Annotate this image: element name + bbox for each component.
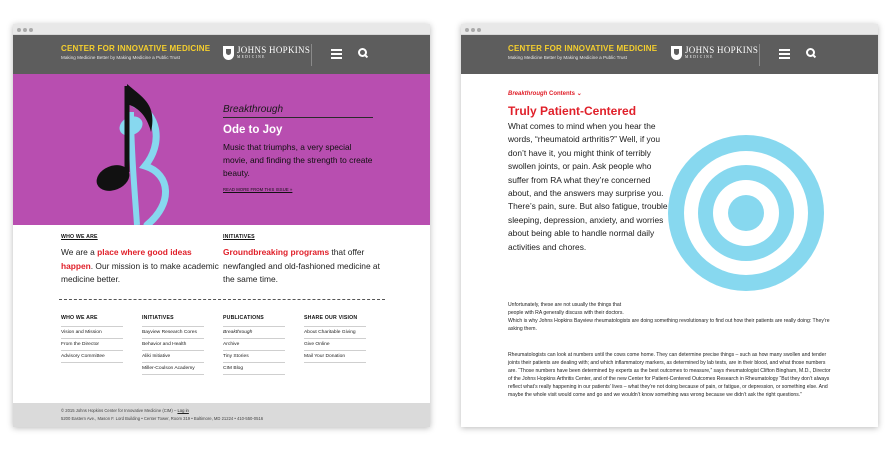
window-dot-icon[interactable] [471, 28, 475, 32]
paragraph-line: Unfortunately, these are not usually the things that [508, 302, 622, 308]
footer-link[interactable]: Tiny Stories [223, 351, 285, 363]
browser-chrome [461, 24, 878, 35]
who-we-are-block [61, 234, 221, 287]
breadcrumb-section[interactable]: Breakthrough [508, 91, 548, 97]
breadcrumb [508, 90, 582, 97]
footer-col-initiatives [142, 315, 204, 375]
johns-hopkins-shield-icon [223, 46, 234, 60]
window-dot-icon[interactable] [477, 28, 481, 32]
footer-heading[interactable]: PUBLICATIONS [223, 315, 285, 327]
footer-link[interactable]: From the Director [61, 339, 123, 351]
footer-heading[interactable]: INITIATIVES [142, 315, 204, 327]
who-we-are-heading[interactable]: WHO WE ARE [61, 234, 98, 240]
music-note-icon [73, 74, 193, 225]
article-paragraph [508, 301, 833, 333]
footer-link[interactable]: Advisory Committee [61, 351, 123, 363]
footer-link[interactable]: About Charitable Giving [304, 327, 366, 339]
site-header [461, 35, 878, 74]
initiatives-text [223, 246, 383, 287]
search-icon[interactable] [806, 48, 816, 59]
hero-banner [13, 74, 430, 225]
read-more-link[interactable]: READ MORE FROM THIS ISSUE » [223, 187, 293, 192]
header-divider [311, 44, 312, 66]
footer-link[interactable]: Mail Your Donation [304, 351, 366, 363]
logo-sub: MEDICINE [237, 55, 266, 60]
footer-link[interactable]: Bayview Research Cores [142, 327, 204, 339]
hero-body: Music that triumphs, a very special movie, and finding the strength to create beauty. [223, 142, 373, 178]
footer-col-share [304, 315, 366, 363]
brand-tagline: Making Medicine Better by Making Medicine a Public Trust [508, 55, 627, 60]
who-we-are-highlight[interactable]: place where good ideas happen [61, 247, 192, 271]
home-page-window [13, 24, 430, 427]
footer-link[interactable]: Miller-Coulson Academy [142, 363, 204, 375]
initiatives-post: that offer newfangled and old-fashioned medicine at the same time. [223, 247, 380, 284]
site-header [13, 35, 430, 74]
footer-link[interactable]: Breakthrough [223, 327, 285, 339]
johns-hopkins-logo[interactable] [223, 46, 310, 60]
article-lead: What comes to mind when you hear the words, “rheumatoid arthritis?” Well, if you don’t have it, you might think of terribly swollen joints, or pain. Ask people who suffer from RA what they’re concerned about, and the answers may surprise you. There’s pain, sure. But also fatigue, trouble sleeping, depression, anxiety, and worries about being able to handle normal daily activities and chores. [508, 121, 668, 252]
logo-name: JOHNS HOPKINS [237, 45, 311, 56]
target-icon [666, 133, 826, 293]
logo-name: JOHNS HOPKINS [685, 45, 759, 56]
footer-heading[interactable]: WHO WE ARE [61, 315, 123, 327]
article-title: Truly Patient-Centered [508, 104, 637, 118]
hamburger-menu-icon[interactable] [779, 49, 790, 59]
johns-hopkins-logo[interactable] [671, 46, 758, 60]
footer-heading[interactable]: SHARE OUR VISION [304, 315, 366, 327]
footer-link[interactable]: Behavior and Health [142, 339, 204, 351]
site-footer [13, 403, 430, 427]
article-paragraph: Rheumatologists can look at numbers until the cows come home. They can determine precise things – such as how many swollen and tender joints their patients are dealing with; and which inflammatory markers, as determined by lab tests, are in their blood, and what those numbers are. “Those numbers have been determined by experts as the best outcomes to measure,” says rheumatologist Clifton Bingham, M.D., Director of the Johns Hopkins Arthritis Center, and of the new Center for Patient-Centered Outcomes Research in Rheumatology “But they don’t always reflect what’s really happening in our patients’ lives – what they’re not doing because of pain, or fatigue, or depression, or something else. And maybe the whole visit would come and go and we wouldn’t know something was wrong because we didn’t ask the right questions.” [508, 352, 831, 399]
footer-col-who-we-are [61, 315, 123, 363]
hamburger-menu-icon[interactable] [331, 49, 342, 59]
hero-feature [223, 104, 383, 192]
header-divider [759, 44, 760, 66]
initiatives-highlight[interactable]: Groundbreaking programs [223, 247, 330, 257]
site-brand[interactable] [61, 44, 210, 60]
section-divider [59, 299, 385, 300]
who-we-are-post: . Our mission is to make academic medicine better. [61, 260, 219, 284]
brand-tagline: Making Medicine Better by Making Medicine a Public Trust [61, 55, 180, 60]
address-line: 5200 Eastern Ave., Mason F. Lord Building • Center Tower, Room 319 • Baltimore, MD 21224 • 410-550-0516 [61, 416, 264, 421]
who-we-are-pre: We are a [61, 247, 98, 257]
copyright-text: © 2015 Johns Hopkins Center for Innovative Medicine (CIM) – [61, 408, 178, 413]
article-page-window [461, 24, 878, 427]
login-link[interactable]: Log in [177, 408, 189, 413]
site-brand[interactable] [508, 44, 657, 60]
logo-sub: MEDICINE [685, 55, 714, 60]
browser-chrome [13, 24, 430, 35]
chevron-down-icon[interactable]: ⌄ [576, 91, 582, 97]
search-icon[interactable] [358, 48, 368, 59]
hero-title[interactable]: Ode to Joy [223, 124, 283, 136]
window-dot-icon[interactable] [23, 28, 27, 32]
hero-kicker: Breakthrough [223, 104, 373, 118]
footer-link[interactable]: CIM Blog [223, 363, 285, 375]
footer-link[interactable]: Archive [223, 339, 285, 351]
window-dot-icon[interactable] [17, 28, 21, 32]
johns-hopkins-shield-icon [671, 46, 682, 60]
footer-link[interactable]: Vision and Mission [61, 327, 123, 339]
brand-title[interactable]: CENTER FOR INNOVATIVE MEDICINE [508, 44, 658, 53]
paragraph-line: Which is why Johns Hopkins Bayview rheumatologists are doing something revolutionary to find out how their patients are really doing: They’re asking them. [508, 318, 830, 333]
paragraph-line: people with RA generally discuss with their doctors. [508, 310, 624, 317]
footer-col-publications [223, 315, 285, 375]
brand-title[interactable]: CENTER FOR INNOVATIVE MEDICINE [61, 44, 211, 53]
initiatives-heading[interactable]: INITIATIVES [223, 234, 255, 240]
window-dot-icon[interactable] [465, 28, 469, 32]
footer-link[interactable]: Aliki Initiative [142, 351, 204, 363]
initiatives-block [223, 234, 383, 287]
footer-link[interactable]: Give Online [304, 339, 366, 351]
who-we-are-text [61, 246, 221, 287]
window-dot-icon[interactable] [29, 28, 33, 32]
copyright-line [61, 408, 189, 413]
contents-dropdown[interactable]: Contents [549, 91, 576, 97]
